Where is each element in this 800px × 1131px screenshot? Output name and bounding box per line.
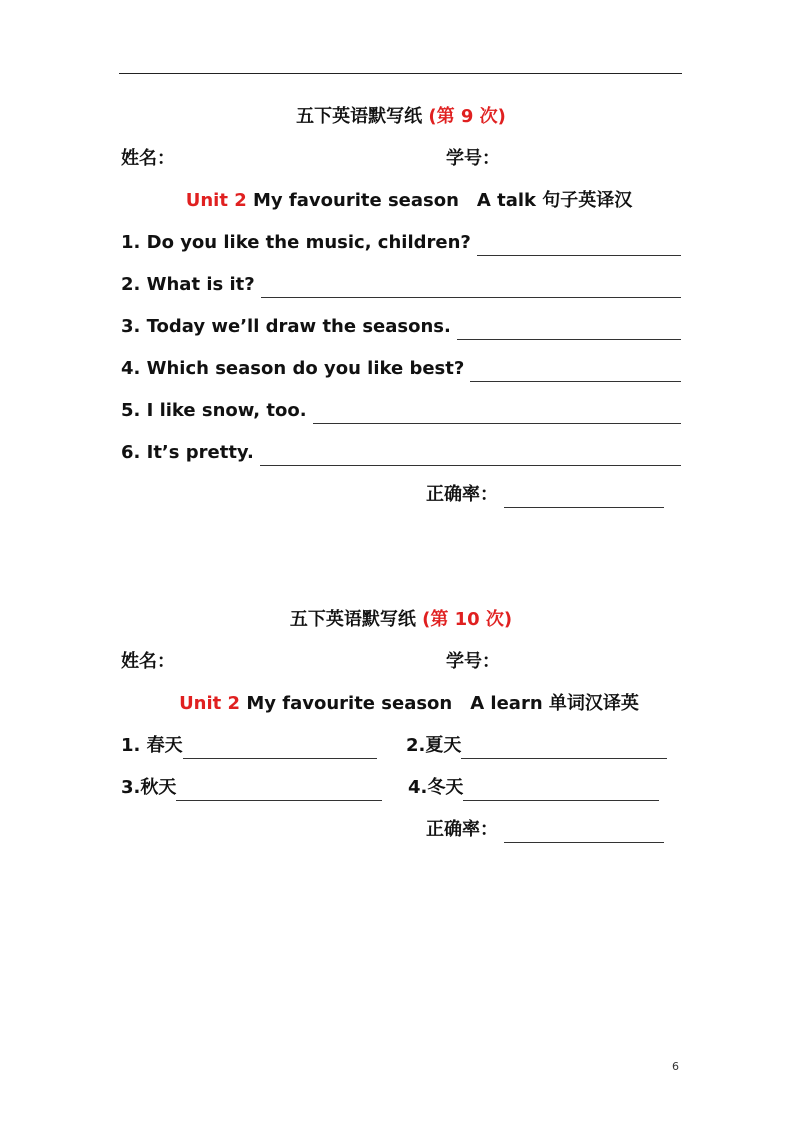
- word-item: [406, 733, 667, 759]
- question-row: [121, 440, 681, 466]
- sheet-title: [121, 104, 681, 130]
- student-id-label: 学号：: [446, 651, 500, 672]
- word-row: [121, 733, 681, 759]
- accuracy-row: [426, 482, 681, 508]
- question-row: [121, 398, 681, 424]
- answer-blank[interactable]: [261, 280, 681, 298]
- word-item: [121, 775, 382, 801]
- word-item: [408, 775, 659, 801]
- unit-label: Unit 2: [179, 693, 241, 714]
- unit-subtitle: [121, 188, 681, 214]
- question-text: 6. It’s pretty.: [121, 442, 254, 463]
- question-row: [121, 314, 681, 340]
- question-row: [121, 272, 681, 298]
- student-id-label: 学号：: [446, 148, 500, 169]
- word-label: 3.秋天: [121, 777, 177, 798]
- name-label: 姓名：: [121, 148, 175, 169]
- name-id-row: [121, 649, 681, 675]
- answer-blank[interactable]: [457, 322, 681, 340]
- accuracy-blank[interactable]: [504, 825, 664, 843]
- unit-subtitle: [121, 691, 681, 717]
- word-label: 1. 春天: [121, 735, 183, 756]
- accuracy-blank[interactable]: [504, 490, 664, 508]
- subtitle-text: My favourite season A learn 单词汉译英: [246, 693, 639, 714]
- question-text: 2. What is it?: [121, 274, 255, 295]
- unit-label: Unit 2: [185, 190, 247, 211]
- page-number: 6: [672, 1060, 679, 1073]
- word-label: 4.冬天: [408, 777, 464, 798]
- answer-blank[interactable]: [313, 406, 681, 424]
- question-row: [121, 230, 681, 256]
- answer-blank[interactable]: [260, 448, 681, 466]
- answer-blank[interactable]: [463, 783, 659, 801]
- answer-blank[interactable]: [183, 741, 377, 759]
- question-text: 5. I like snow, too.: [121, 400, 307, 421]
- sheet-title: [121, 607, 681, 633]
- accuracy-label: 正确率：: [426, 484, 498, 505]
- question-text: 1. Do you like the music, children?: [121, 232, 471, 253]
- accuracy-label: 正确率：: [426, 819, 498, 840]
- subtitle-text: My favourite season A talk 句子英译汉: [253, 190, 633, 211]
- question-text: 4. Which season do you like best?: [121, 358, 465, 379]
- sheet-title-text: 五下英语默写纸: [289, 609, 416, 630]
- answer-blank[interactable]: [477, 238, 681, 256]
- question-text: 3. Today we’ll draw the seasons.: [121, 316, 451, 337]
- sheet-count: (第 10 次): [422, 609, 513, 630]
- accuracy-row: [426, 817, 681, 843]
- answer-blank[interactable]: [470, 364, 681, 382]
- name-label: 姓名：: [121, 651, 175, 672]
- word-row: [121, 775, 681, 801]
- question-row: [121, 356, 681, 382]
- word-label: 2.夏天: [406, 735, 462, 756]
- sheet-title-text: 五下英语默写纸: [296, 106, 423, 127]
- name-id-row: [121, 146, 681, 172]
- header-rule: [119, 73, 682, 74]
- answer-blank[interactable]: [176, 783, 382, 801]
- answer-blank[interactable]: [461, 741, 667, 759]
- word-item: [121, 733, 377, 759]
- sheet-count: (第 9 次): [428, 106, 506, 127]
